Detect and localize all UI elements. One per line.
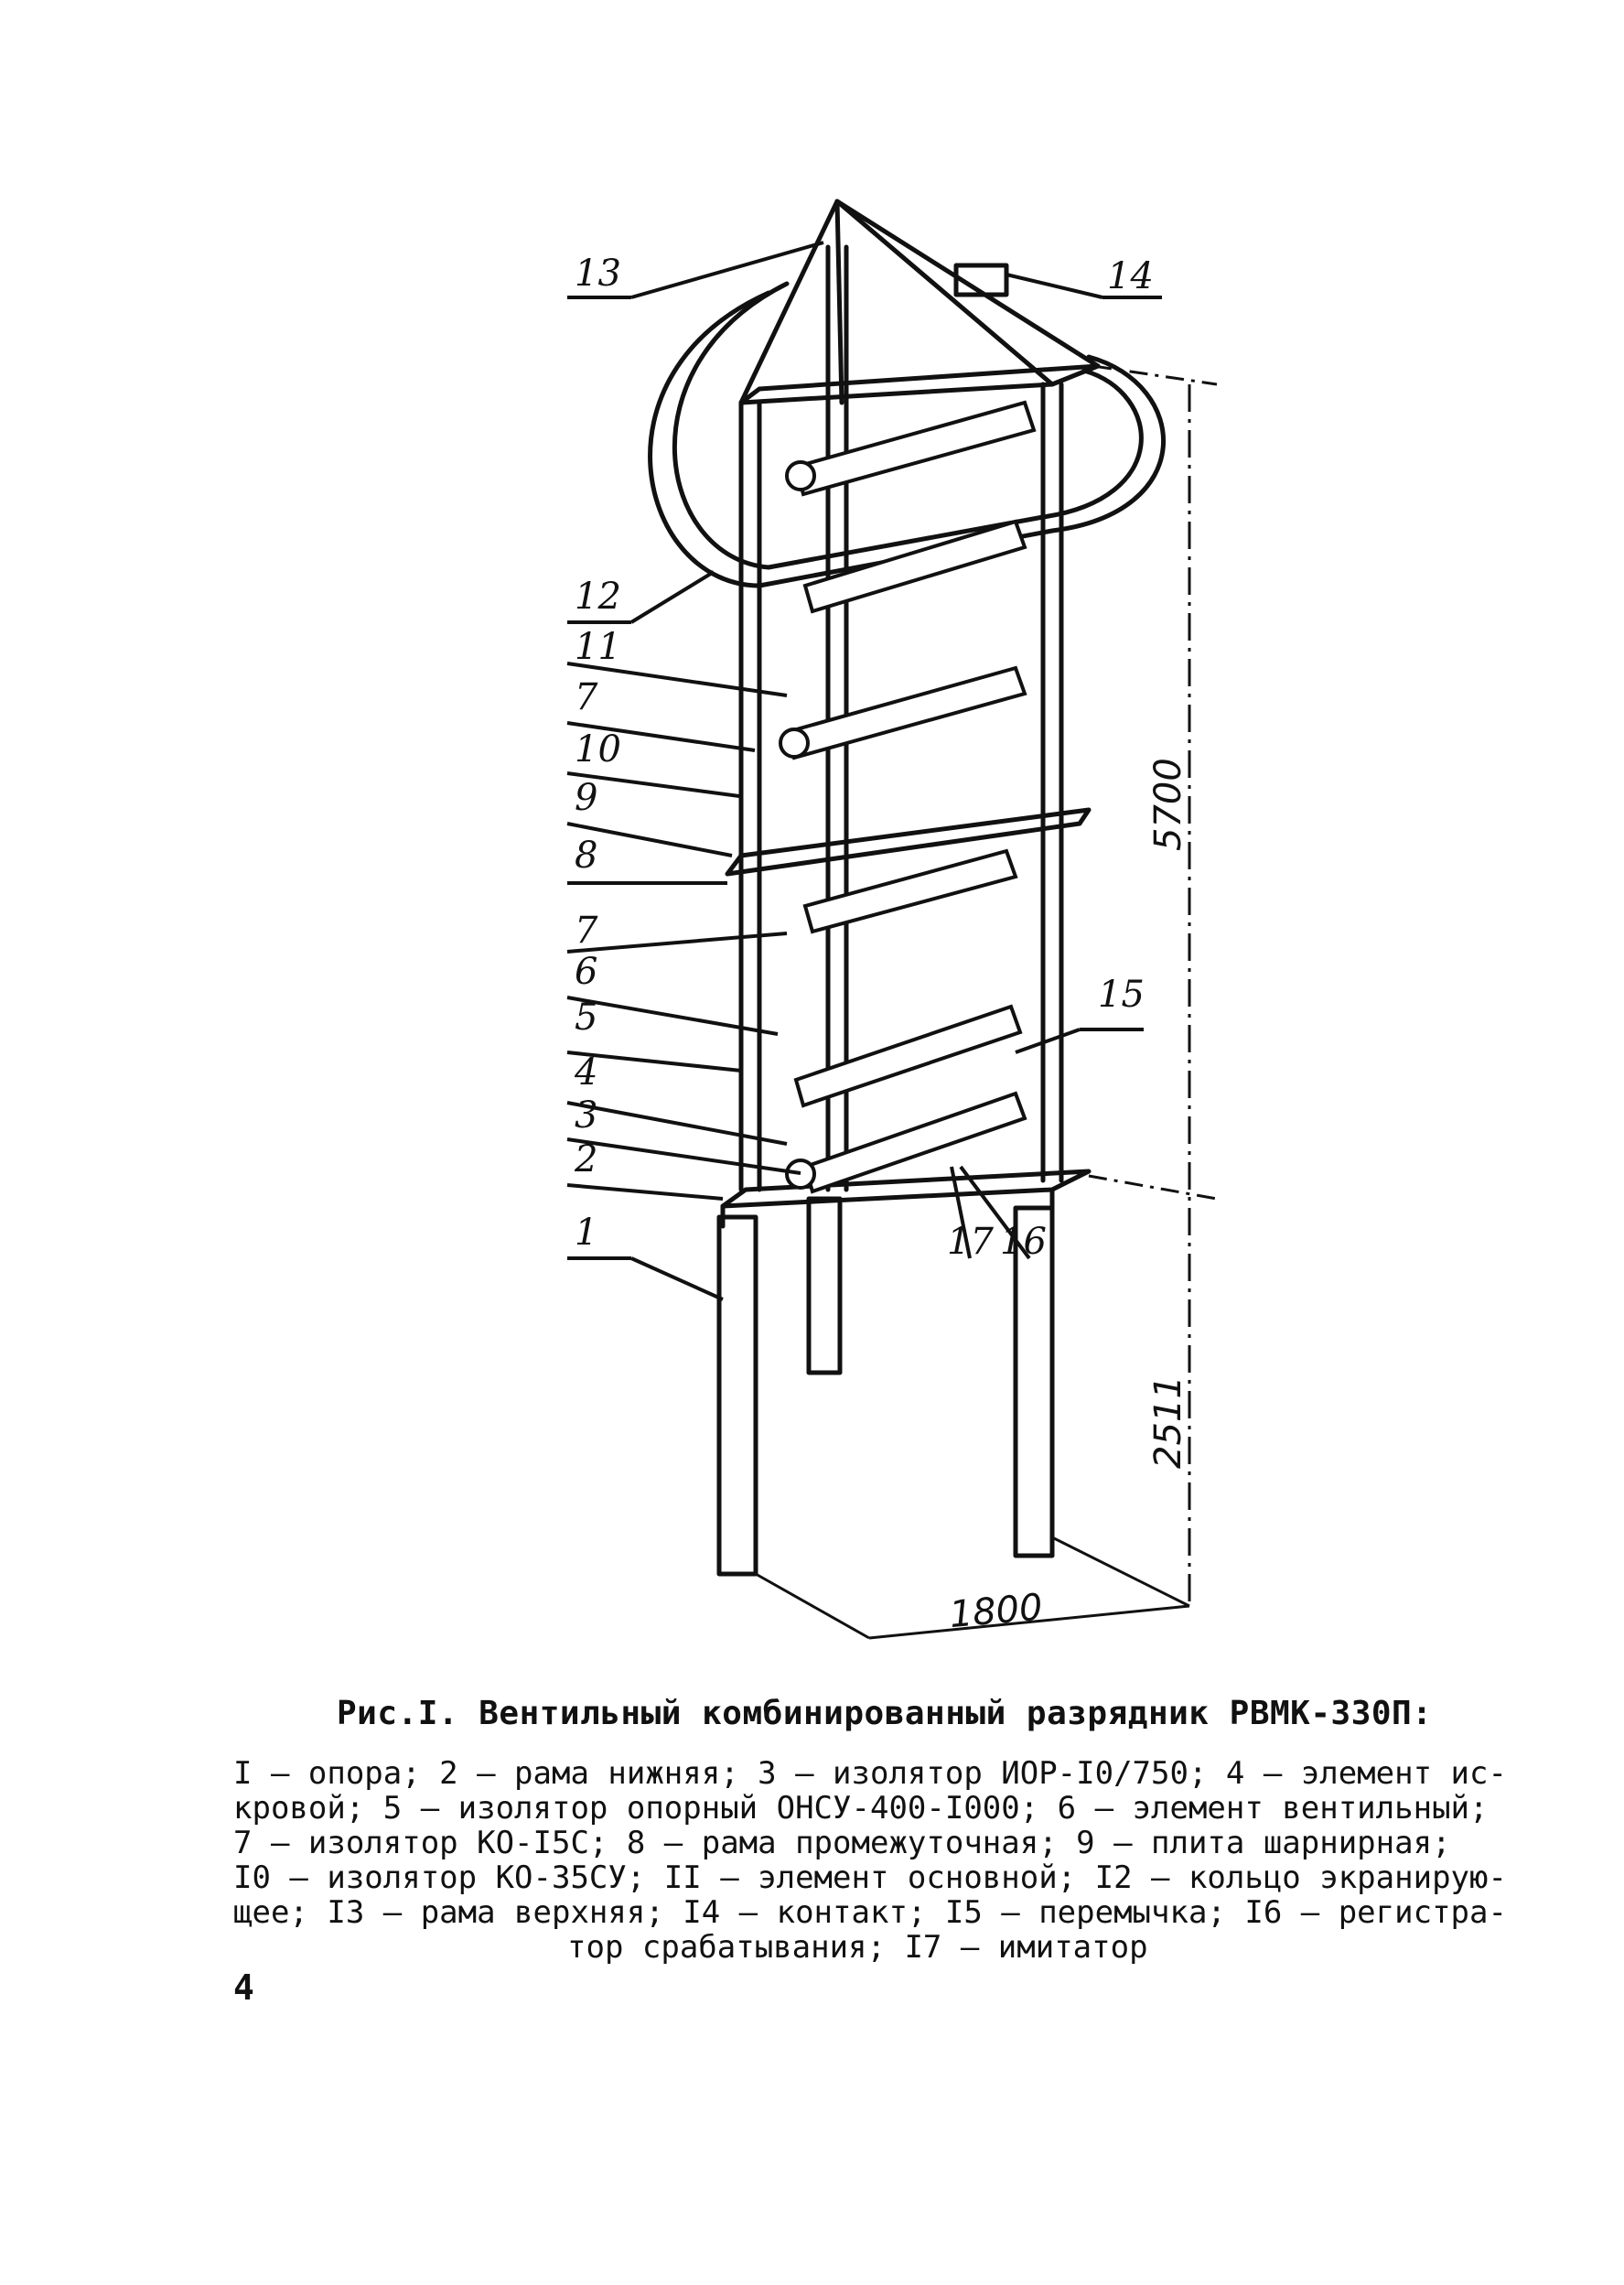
svg-text:2: 2 bbox=[575, 1138, 598, 1180]
svg-text:9: 9 bbox=[575, 777, 598, 819]
legend-line: I0 – изолятор КО-35СУ; II – элемент основной; I2 – кольцо экранирую- bbox=[233, 1859, 1507, 1896]
svg-text:4: 4 bbox=[575, 1051, 598, 1094]
svg-text:13: 13 bbox=[575, 253, 621, 295]
svg-text:2511: 2511 bbox=[1147, 1375, 1189, 1469]
legend-line: I – опора; 2 – рама нижняя; 3 – изолятор ИОР-I0/750; 4 – элемент ис- bbox=[233, 1755, 1507, 1792]
legend-line: 7 – изолятор КО-I5С; 8 – рама промежуточная; 9 – плита шарнирная; bbox=[233, 1825, 1451, 1861]
svg-text:7: 7 bbox=[575, 910, 598, 952]
callout-leaders bbox=[567, 243, 1162, 1299]
svg-text:14: 14 bbox=[1107, 255, 1154, 297]
support-leg-left bbox=[719, 1217, 756, 1574]
svg-text:11: 11 bbox=[575, 626, 621, 668]
legend-line: кровой; 5 – изолятор опорный ОНСУ-400-I000; 6 – элемент вентильный; bbox=[233, 1790, 1489, 1827]
svg-text:1: 1 bbox=[575, 1212, 598, 1254]
svg-text:17: 17 bbox=[947, 1221, 994, 1263]
legend-line: тор срабатывания; I7 – имитатор bbox=[567, 1929, 1148, 1966]
svg-text:12: 12 bbox=[575, 576, 621, 618]
legend-line: щее; I3 – рама верхняя; I4 – контакт; I5 – перемычка; I6 – регистра- bbox=[233, 1894, 1507, 1931]
svg-text:5: 5 bbox=[575, 997, 598, 1039]
page-number: 4 bbox=[233, 1967, 254, 2008]
svg-text:6: 6 bbox=[575, 951, 598, 993]
svg-text:7: 7 bbox=[575, 676, 598, 718]
svg-text:10: 10 bbox=[575, 728, 621, 771]
svg-text:16: 16 bbox=[1000, 1221, 1047, 1263]
lower-frame bbox=[723, 1171, 1089, 1206]
svg-text:15: 15 bbox=[1098, 974, 1145, 1016]
svg-text:8: 8 bbox=[575, 835, 598, 877]
svg-text:3: 3 bbox=[575, 1094, 598, 1137]
svg-text:1800: 1800 bbox=[947, 1586, 1045, 1637]
support-leg-back bbox=[809, 1199, 840, 1373]
insulator-elements bbox=[780, 403, 1034, 1191]
intermediate-frame bbox=[727, 810, 1089, 874]
svg-text:5700: 5700 bbox=[1147, 758, 1189, 851]
figure-caption-title: Рис.I. Вентильный комбинированный разрядник РВМК-330П: bbox=[337, 1695, 1433, 1732]
